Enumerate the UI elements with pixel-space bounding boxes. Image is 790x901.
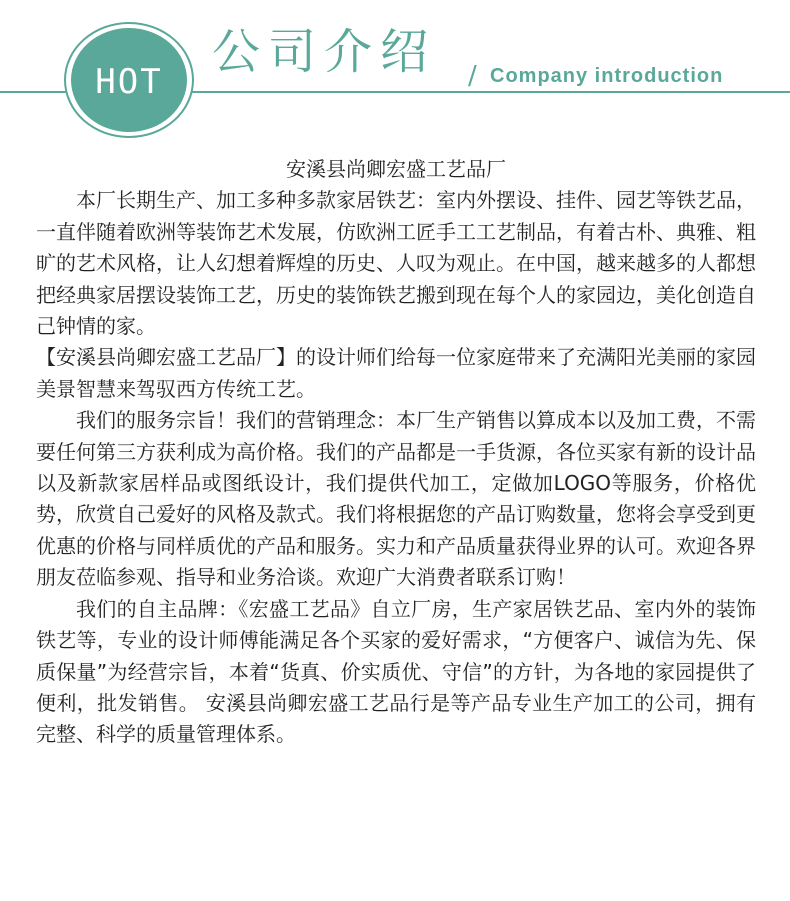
intro-paragraph-4: 我们的自主品牌：《宏盛工艺品》自立厂房，生产家居铁艺品、室内外的装饰铁艺等，专业的设计师傅能满足各个买家的爱好需求，“方便客户、诚信为先、保质保量”为经营宗旨，本着“货真、价实质优、守信”的方针，为各地的家园提供了便利，批发销售。 安溪县尚卿宏盛工艺品行是等产品专业生产加工的公司，拥有完整、科学的质量管理体系。 — [36, 596, 756, 747]
title-slash: / — [468, 61, 477, 91]
company-intro-body — [36, 154, 756, 751]
hot-badge — [71, 28, 187, 132]
section-header — [0, 0, 790, 140]
section-title-en: Company introduction — [490, 65, 724, 87]
hot-badge-text: HOT — [95, 62, 163, 102]
intro-paragraph-3: 我们的服务宗旨！我们的营销理念：本厂生产销售以算成本以及加工费，不需要任何第三方获利成为高价格。我们的产品都是一手货源，各位买家有新的设计品以及新款家居样品或图纸设计，我们提供代加工，定做加LOGO等服务，价格优势，欣赏自己爱好的风格及款式。我们将根据您的产品订购数量，您将会享受到更优惠的价格与同样质优的产品和服务。实力和产品质量获得业界的认可。欢迎各界朋友莅临参观、指导和业务洽谈。欢迎广大消费者联系订购！ — [36, 408, 756, 590]
intro-paragraph-2: 【安溪县尚卿宏盛工艺品厂】的设计师们给每一位家庭带来了充满阳光美丽的家园美景智慧来驾驭西方传统工艺。 — [36, 345, 756, 401]
intro-paragraph-1: 本厂长期生产、加工多种多款家居铁艺：室内外摆设、挂件、园艺等铁艺品，一直伴随着欧洲等装饰艺术发展，仿欧洲工匠手工工艺制品，有着古朴、典雅、粗旷的艺术风格，让人幻想着辉煌的历史、人叹为观止。在中国，越来越多的人都想把经典家居摆设装饰工艺，历史的装饰铁艺搬到现在每个人的家园边，美化创造自己钟情的家。 — [36, 188, 756, 339]
section-title-cn: 公司介绍 — [212, 24, 437, 80]
company-name: 安溪县尚卿宏盛工艺品厂 — [286, 157, 506, 181]
